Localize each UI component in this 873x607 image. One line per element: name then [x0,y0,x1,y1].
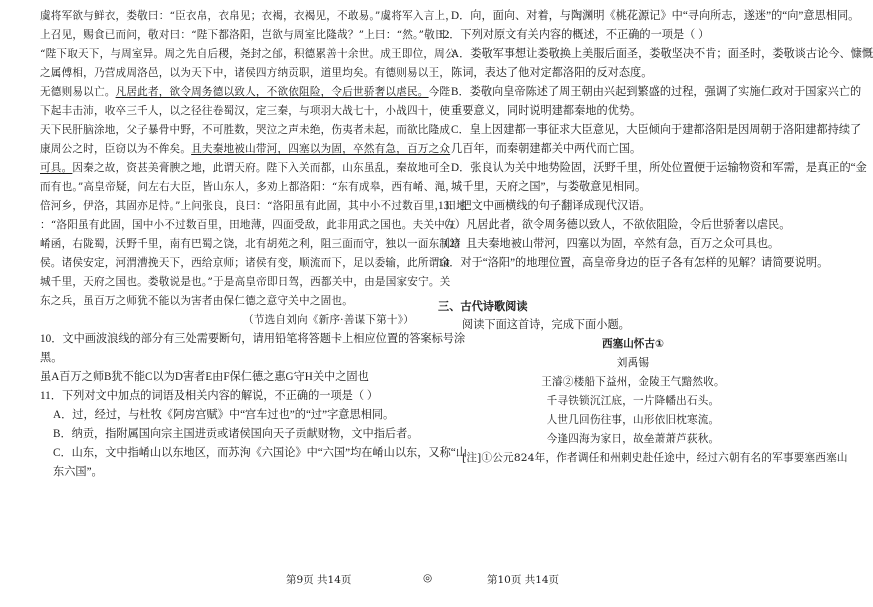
passage-source: （节选自刘向《新序·善谋下第十》） [243,314,414,326]
option-11-b: B．纳贡，指附属国向宗主国进贡或诸侯国向天子贡献财物，文中指后者。 [53,428,419,440]
question-11: 11．下列对文中加点的词语及相关内容的解说，不正确的一项是（ ） [40,390,379,402]
underlined-sentence-2-cont: 可具。 [40,162,73,174]
question-10-options: 虽A百万之师B犹不能C以为D害者E由F保仁德之惠G守H关中之固也 [40,371,369,383]
option-11-d: D．向，面向、对着，与陶渊明《桃花源记》中“寻向所志，遂迷”的“向”意思相同。 [451,10,860,22]
passage-line: 虞将军欲与鲜衣，娄敬曰：“臣衣帛，衣帛见；衣褐，衣褐见，不敢易。”虞将军入言上， [40,10,457,22]
passage-line [40,140,451,159]
passage-line: 崤函，右陇蜀，沃野千里，南有巴蜀之饶，北有胡苑之利，阻三面而守，独以一面东制诸 [40,238,461,250]
question-14: 14．对于“洛阳”的地理位置，高皇帝身边的臣子各有怎样的见解？请简要说明。 [438,257,829,269]
option-12-a-cont: 陈词，表达了他对定都洛阳的反对态度。 [451,67,653,79]
passage-line: 倍河乡，伊洛，其固亦足恃。”上问张良，良曰：“洛阳虽有此固，其中小不过数百里，田地 [40,200,467,212]
passage-text: 因秦之故，资甚美膏腴之地，此谓天府。陛下入关而都，山东虽乱，秦故地可全 [72,162,451,174]
left-column [40,7,467,482]
poem-line: 王濬②楼船下益州，金陵王气黯然收。 [541,376,725,388]
passage-line [40,159,451,178]
underlined-sentence-1: 凡居此者，欲令周务德以致人，不欲依阻险，令后世骄奢以虐民。 [115,86,429,98]
section-instruction: 阅读下面这首诗，完成下面小题。 [462,319,630,331]
option-12-c: C．皇上因建都一事征求大臣意见，大臣倾向于建都洛阳是因周朝于洛阳建都持续了 [451,124,862,136]
poem-line: 今逢四海为家日，故垒萧萧芦荻秋。 [546,433,720,445]
passage-line: 上召见，赐食已而问，敬对曰：“陛下都洛阳，岂欲与周室比隆哉？”上曰：“然。”敬曰： [40,29,457,41]
question-13-item-1: （1）凡居此者，欲令周务德以致人，不欲依阻险，令后世骄奢以虐民。 [438,219,791,231]
passage-text: 无德则易以亡。 [40,86,116,98]
question-10: 10．文中画波浪线的部分有三处需要断句，请用铅笔将答题卡上相应位置的答案标号涂 [40,333,466,345]
page-number-right: 第10页 共14页 [487,574,560,586]
passage-line: 城千里，天府之国也。娄敬说是也。”于是高皇帝即日驾，西都关中，由是国家安宁。关 [40,276,451,288]
question-12: 12．下列对原文有关内容的概述，不正确的一项是（ ） [438,29,710,41]
passage-text: 今陛 [428,86,451,98]
section-heading: 三、古代诗歌阅读 [438,300,528,313]
poem-author: 刘禹锡 [616,357,650,369]
passage-line: 天下民肝脑涂地，父子暴骨中野，不可胜数，哭泣之声未绝，伤夷者未起，而欲比隆成 [40,124,451,136]
option-12-b-cont: 重要意义，同时说明建都秦地的优势。 [451,105,642,117]
poem-line: 人世几回伤往事，山形依旧枕寒流。 [546,414,720,426]
underlined-sentence-2: 且夫秦地被山带河，四塞以为固，卒然有急，百万之众 [191,143,451,155]
passage-line: “陛下取天下，与周室异。周之先自后稷，尧封之邰，积德累善十余世。成王即位，周公 [40,48,456,60]
option-12-d-cont: 城千里，天府之国”，与娄敬意见相同。 [451,181,647,193]
passage-line: ：“洛阳虽有此固，国中小不过数百里，田地薄，四面受敌，此非用武之国也。夫关中左 [40,219,456,231]
binding-mark: ◎ [423,572,433,584]
option-12-b: B．娄敬向皇帝陈述了周王朝由兴起到繁盛的过程，强调了实施仁政对于国家兴亡的 [451,86,862,98]
passage-line [40,83,451,102]
option-11-a: A．过，经过，与杜牧《阿房宫赋》中“宫车过也”的“过”字意思相同。 [53,409,395,421]
option-12-d: D．张良认为关中地势险固，沃野千里，所处位置便于运输物资和军需，是真正的“金 [451,162,867,174]
question-13: 13．把文中画横线的句子翻译成现代汉语。 [438,200,651,212]
passage-line: 东之兵，虽百万之师犹不能以为害者由保仁德之意守关中之固也。 [40,295,354,307]
option-11-c: C．山东，文中指崤山以东地区，而苏洵《六国论》中“六国”均在崤山以东，又称“山 [53,447,467,459]
passage-line: 下起丰击沛，收卒三千人，以之径往卷蜀汉，定三秦，与项羽大战七十，小战四十，使 [40,105,451,117]
page-number-left: 第9页 共14页 [286,574,352,586]
poem-line: 千寻铁锁沉江底，一片降幡出石头。 [546,395,720,407]
right-column [438,7,873,468]
option-11-c-cont: 东六国”。 [53,466,103,478]
poem-title: 西塞山怀古① [602,338,664,350]
poem-note: [注]①公元824年，作者调任和州刺史赴任途中，经过六朝有名的军事要塞西塞山 [462,452,848,464]
question-10-cont: 黑。 [40,352,63,364]
option-12-a: A．娄敬军事想让娄敬换上美服后面圣，娄敬坚决不肯；面圣时，娄敬谈古论今、慷慨 [451,48,873,60]
option-12-c-cont: 几百年，而秦朝建都关中两代而亡国。 [451,143,642,155]
passage-line: 之属傅相，乃营成周洛邑，以为天下中，诸侯四方纳贡职，道里均矣。有德则易以王， [40,67,451,79]
passage-line: 侯。诸侯安定，河渭漕挽天下，西给京师；诸侯有变，顺流而下，足以委输，此所谓金 [40,257,451,269]
question-13-item-2: （2）且夫秦地被山带河，四塞以为固，卒然有急，百万之众可具也。 [438,238,780,250]
passage-line: 而有也。”高皇帝疑，问左右大臣，皆山东人，多劝上都洛阳：“东有成皋，西有崤、渑， [40,181,457,193]
passage-text: 康周公之时，臣窃以为不侔矣。 [40,143,192,155]
